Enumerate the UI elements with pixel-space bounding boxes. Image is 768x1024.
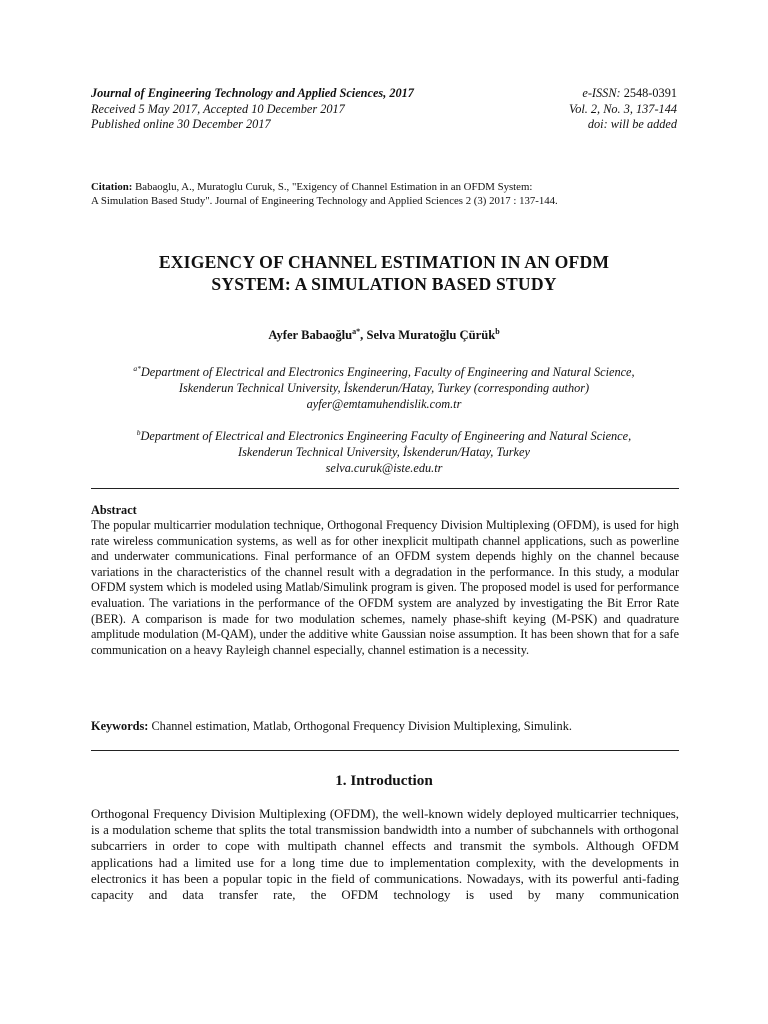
citation-line-1: Babaoglu, A., Muratoglu Curuk, S., "Exigency of Channel Estimation in an OFDM System: xyxy=(135,181,533,193)
author-2-name: Selva Muratoğlu Çürük xyxy=(366,328,496,343)
citation-block xyxy=(91,180,691,208)
author-1-sup: a* xyxy=(352,327,361,336)
author-separator: , xyxy=(360,328,367,343)
affiliation-a-sup: a* xyxy=(133,364,141,373)
journal-header-left xyxy=(91,86,414,133)
title-line-1: EXIGENCY OF CHANNEL ESTIMATION IN AN OFDM xyxy=(158,252,610,272)
published-date: Published online 30 December 2017 xyxy=(91,117,271,131)
affiliation-b xyxy=(80,425,688,476)
author-list xyxy=(80,327,688,343)
received-dates: Received 5 May 2017, Accepted 10 December 2017 xyxy=(91,101,345,116)
affiliation-a-email: ayfer@emtamuhendislik.com.tr xyxy=(306,396,462,411)
affiliation-b-email: selva.curuk@iste.edu.tr xyxy=(325,460,443,475)
citation-label: Citation: xyxy=(91,181,133,193)
keywords-line xyxy=(91,719,679,734)
eissn-value: 2548-0391 xyxy=(623,86,677,100)
eissn-line xyxy=(569,86,677,102)
abstract-top-divider xyxy=(91,488,679,489)
abstract-bottom-divider xyxy=(91,750,679,751)
paper-title xyxy=(80,251,688,295)
affiliation-b-line-1: Department of Electrical and Electronics Engineering Faculty of Engineering and Natural Science, xyxy=(140,429,632,444)
title-line-2: SYSTEM: A SIMULATION BASED STUDY xyxy=(211,274,557,294)
affiliation-a xyxy=(80,361,688,412)
doi-info: doi: will be added xyxy=(587,117,677,131)
author-2-sup: b xyxy=(495,327,500,336)
abstract-text: The popular multicarrier modulation technique, Orthogonal Frequency Division Multiplexing (OFDM), is used for high rate wireless communication systems, as well as for other inexplicit multipath channel applications, such as powerline and underwater communications. Final performance of an OFDM system depends highly on the channel because variations in the characteristics of the channel result with a degradation in the performance. In this study, a modular OFDM system which is modeled using Matlab/Simulink program is given. The proposed model is used for performance evaluation. The variations in the performance of the OFDM system are analyzed by investigating the Bit Error Rate (BER). A comparison is made for two modulation schemes, namely phase-shift keying (M-PSK) and quadrature amplitude modulation (M-QAM), under the additive white Gaussian noise assumption. It has been shown that for a safe communication on a heavy Rayleigh channel especially, channel estimation is a necessity. xyxy=(91,518,679,657)
section-heading-introduction: 1. Introduction xyxy=(335,772,433,789)
journal-title: Journal of Engineering Technology and Applied Sciences, 2017 xyxy=(91,86,414,100)
journal-header-right xyxy=(569,86,677,133)
abstract-heading: Abstract xyxy=(91,503,137,517)
keywords-label: Keywords: xyxy=(91,719,149,733)
keywords-text: Channel estimation, Matlab, Orthogonal Frequency Division Multiplexing, Simulink. xyxy=(151,719,572,733)
affiliation-a-line-2: Iskenderun Technical University, İskenderun/Hatay, Turkey (corresponding author) xyxy=(178,380,590,395)
introduction-text: Orthogonal Frequency Division Multiplexing (OFDM), the well-known widely deployed multicarrier techniques, is a modulation scheme that splits the total transmission bandwidth into a number of subchannels with orthogonal subcarriers in order to cope with multipath channel effects and transmit the symbols. Although OFDM applications had a limited use for a long time due to implementation complexity, with the developments in electronics it has been a popular topic in the field of communications. Nowadays, with its powerful anti-fading capacity and data transfer rate, the OFDM technology is used by many communication xyxy=(91,807,679,903)
eissn-label: e-ISSN: xyxy=(582,86,621,100)
affiliation-b-sup: b xyxy=(136,428,141,437)
citation-line-2: A Simulation Based Study". Journal of Engineering Technology and Applied Sciences 2 (3) 2017 : 137-144. xyxy=(91,195,558,207)
author-1-name: Ayfer Babaoğlu xyxy=(268,328,353,343)
affiliation-a-line-1: Department of Electrical and Electronics Engineering, Faculty of Engineering and Natural Science, xyxy=(140,365,635,380)
affiliation-b-line-2: Iskenderun Technical University, İskenderun/Hatay, Turkey xyxy=(238,444,530,459)
volume-info: Vol. 2, No. 3, 137-144 xyxy=(569,101,677,116)
